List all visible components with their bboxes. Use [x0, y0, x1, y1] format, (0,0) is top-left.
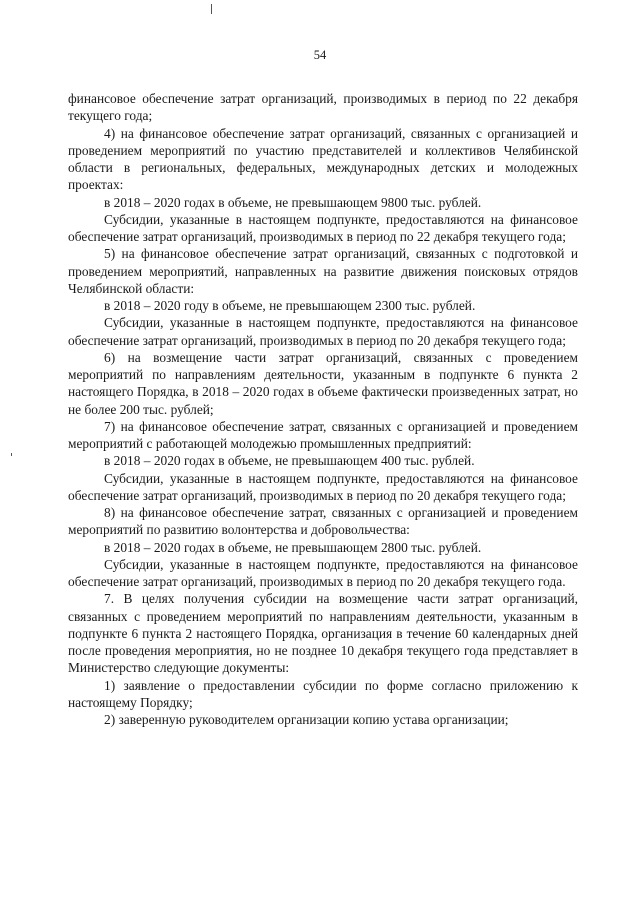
paragraph-item-7: 7) на финансовое обеспечение затрат, связанных с организацией и проведением мероприятий с работающей молодежью промышленных предприятий:: [68, 418, 578, 451]
page-number: 54: [313, 48, 327, 62]
paragraph-item-6: 6) на возмещение части затрат организаций, связанных с проведением мероприятий по направлениям деятельности, указанным в подпункте 6 пункта 2 настоящего Порядка, в 2018 – 2020 годах в объеме фактически произведенных затрат, но не более 200 тыс. рублей;: [68, 349, 578, 417]
paragraph-clause-7: 7. В целях получения субсидии на возмещение части затрат организаций, связанных с проведением мероприятий по направлениям деятельности, указанным в подпункте 6 пункта 2 настоящего Порядка, организация в течение 60 календарных дней после проведения мероприятия, но не позднее 10 декабря текущего года представляет в Министерство следующие документы:: [68, 591, 578, 676]
paragraph-item-8: 8) на финансовое обеспечение затрат, связанных с организацией и проведением мероприятий по развитию волонтерства и добровольчества:: [68, 505, 578, 538]
paragraph-item-5: 5) на финансовое обеспечение затрат организаций, связанных с подготовкой и проведением мероприятий, направленных на развитие движения поисковых отрядов Челябинской области:: [68, 246, 578, 296]
paragraph-amount-item-7: в 2018 – 2020 годах в объеме, не превышающем 400 тыс. рублей.: [104, 453, 475, 469]
paragraph-subsidy-note-item-5: Субсидии, указанные в настоящем подпункте, предоставляются на финансовое обеспечение затрат организаций, производимых в период по 20 декабря текущего года;: [68, 315, 578, 348]
paragraph-amount-item-8: в 2018 – 2020 годах в объеме, не превышающем 2800 тыс. рублей.: [104, 539, 482, 555]
paragraph-document-1: 1) заявление о предоставлении субсидии по форме согласно приложению к настоящему Порядку;: [68, 677, 578, 710]
paragraph-subsidy-note-item-8: Субсидии, указанные в настоящем подпункте, предоставляются на финансовое обеспечение затрат организаций, производимых в период по 20 декабря текущего года.: [68, 556, 578, 589]
paragraph-subsidy-note-item-7: Субсидии, указанные в настоящем подпункте, предоставляются на финансовое обеспечение затрат организаций, производимых в период по 20 декабря текущего года;: [68, 470, 578, 503]
paragraph-amount-item-5: в 2018 – 2020 году в объеме, не превышающем 2300 тыс. рублей.: [104, 298, 476, 313]
paragraph-amount-item-4: в 2018 – 2020 годах в объеме, не превышающем 9800 тыс. рублей.: [104, 194, 482, 210]
scan-artifact: [11, 453, 12, 456]
paragraph-item-4: 4) на финансовое обеспечение затрат организаций, связанных с организацией и проведением мероприятий по участию представителей и коллективов Челябинской области в региональных, федеральных, международных детских и молодежных проектах:: [68, 125, 578, 193]
paragraph-subsidy-note-item-4: Субсидии, указанные в настоящем подпункте, предоставляются на финансовое обеспечение затрат организаций, производимых в период по 22 декабря текущего года;: [68, 211, 578, 244]
paragraph-continuation: финансовое обеспечение затрат организаций, производимых в период по 22 декабря текущего года;: [68, 91, 578, 124]
scan-artifact: [211, 4, 212, 14]
document-body: [68, 90, 578, 728]
paragraph-document-2: 2) заверенную руководителем организации копию устава организации;: [104, 712, 509, 727]
